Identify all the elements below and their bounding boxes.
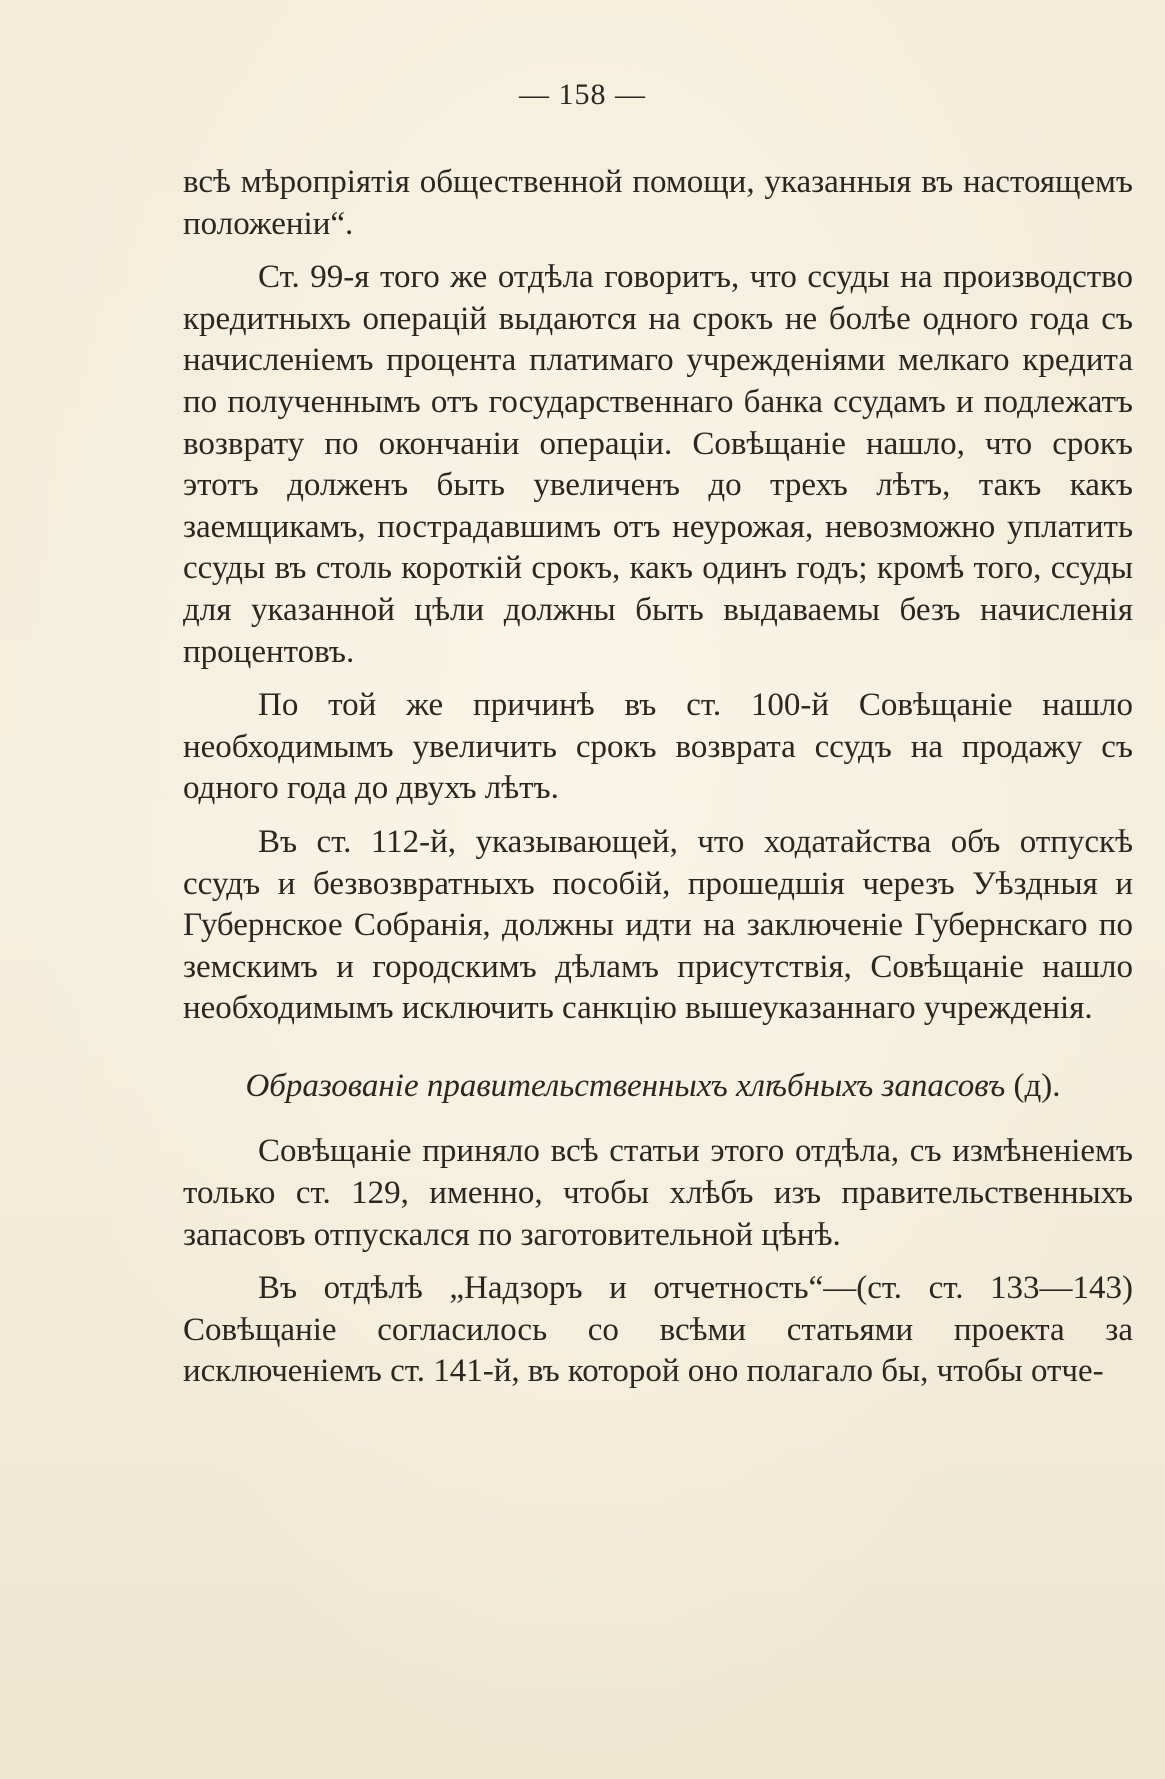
paragraph-supervision: Въ отдѣлѣ „Надзоръ и отчетность“—(ст. ст. 133—143) Совѣщаніе согласилось со всѣми статьями проекта за исключеніемъ ст. 141-й, въ которой оно полагало бы, чтобы отче- (183, 1270, 1133, 1390)
paragraph-article-112: Въ ст. 112-й, указывающей, что ходатайства объ отпускѣ ссудъ и безвозвратныхъ пособій, прошедшія черезъ Уѣздныя и Губернское Собранія, должны идти на заключеніе Губернскаго по земскимъ и городскимъ дѣламъ присутствія, Совѣщаніе нашло необходимымъ исключить санкцію вышеуказаннаго учрежденія. (183, 823, 1133, 1027)
paragraph-article-129: Совѣщаніе приняло всѣ статьи этого отдѣла, съ измѣненіемъ только ст. 129, именно, чтобы хлѣбъ изъ правительственныхъ запасовъ отпускался по заготовительной цѣнѣ. (183, 1133, 1133, 1253)
paragraph-article-99: Ст. 99-я того же отдѣла говоритъ, что ссуды на производство кредитныхъ операцій выдаются на срокъ не болѣе одного года съ начисленіемъ процента платимаго учрежденіями мелкаго кредита по полученнымъ отъ государственнаго банка ссудамъ и подлежатъ возврату по окончаніи операціи. Совѣщаніе нашло, что срокъ этотъ долженъ быть увеличенъ до трехъ лѣтъ, такъ какъ заемщикамъ, пострадавшимъ отъ неурожая, невозможно уплатить ссуды въ столь короткій срокъ, какъ одинъ годъ; кромѣ того, ссуды для указанной цѣли должны быть выдаваемы безъ начисленія процентовъ. (183, 259, 1133, 670)
page-body (183, 162, 1133, 1393)
section-heading (183, 1066, 1133, 1108)
paragraph-article-100: По той же причинѣ въ ст. 100-й Совѣщаніе нашло необходимымъ увеличить срокъ возврата ссудъ на продажу съ одного года до двухъ лѣтъ. (183, 687, 1133, 807)
paragraph-continuation: всѣ мѣропріятія общественной помощи, указанныя въ настоящемъ положеніи“. (183, 164, 1133, 242)
section-heading-suffix: (д). (1013, 1067, 1061, 1104)
page-number: — 158 — (519, 78, 646, 111)
section-heading-title: Образованіе правительственныхъ хлѣбныхъ запасовъ (245, 1067, 1006, 1104)
